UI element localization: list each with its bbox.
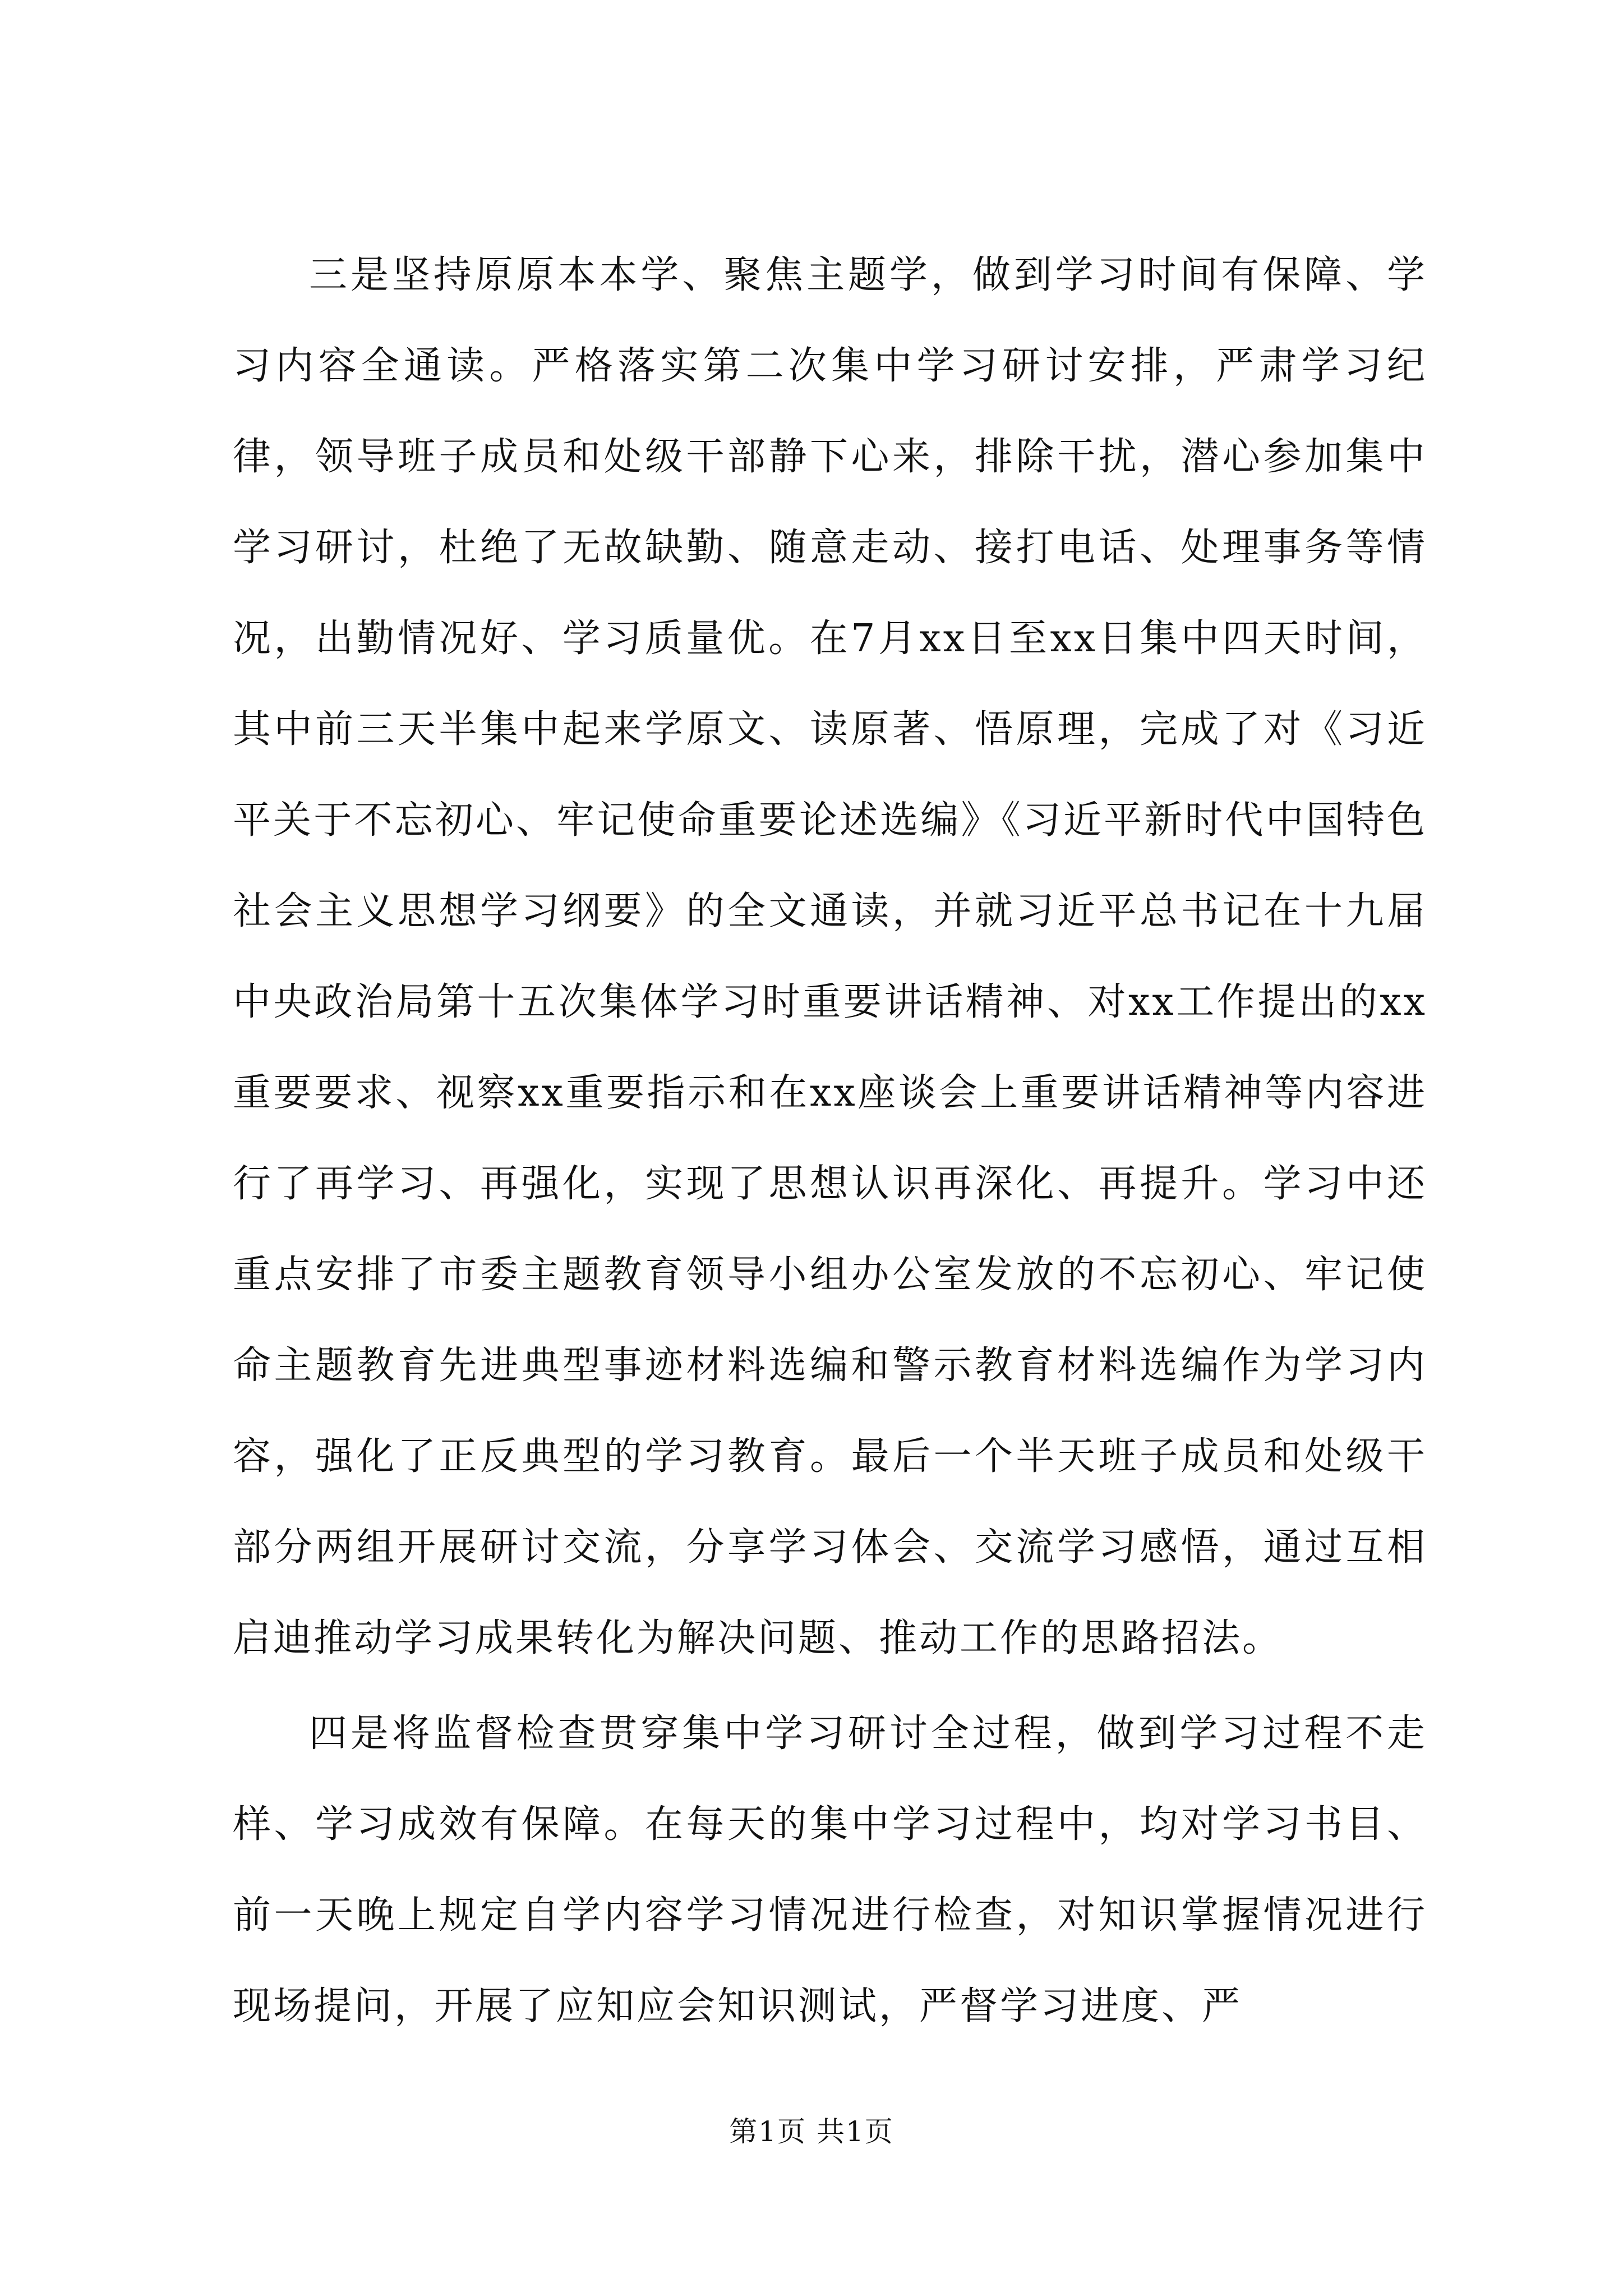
document-body — [233, 230, 1427, 2052]
page-footer: 第1页 共1页 — [729, 2115, 894, 2148]
paragraph-study-arrangement: 三是坚持原原本本学、聚焦主题学，做到学习时间有保障、学习内容全通读。严格落实第二次集中学习研讨安排，严肃学习纪律，领导班子成员和处级干部静下心来，排除干扰，潜心参加集中学习研讨，杜绝了无故缺勤、随意走动、接打电话、处理事务等情况，出勤情况好、学习质量优。在7月xx日至xx日集中四天时间，其中前三天半集中起来学原文、读原著、悟原理，完成了对《习近平关于不忘初心、牢记使命重要论述选编》《习近平新时代中国特色社会主义思想学习纲要》的全文通读，并就习近平总书记在十九届中央政治局第十五次集体学习时重要讲话精神、对xx工作提出的xx重要要求、视察xx重要指示和在xx座谈会上重要讲话精神等内容进行了再学习、再强化，实现了思想认识再深化、再提升。学习中还重点安排了市委主题教育领导小组办公室发放的不忘初心、牢记使命主题教育先进典型事迹材料选编和警示教育材料选编作为学习内容，强化了正反典型的学习教育。最后一个半天班子成员和处级干部分两组开展研讨交流，分享学习体会、交流学习感悟，通过互相启迪推动学习成果转化为解决问题、推动工作的思路招法。 — [233, 253, 1427, 1660]
paragraph-supervision-inspection: 四是将监督检查贯穿集中学习研讨全过程，做到学习过程不走样、学习成效有保障。在每天的集中学习过程中，均对学习书目、前一天晚上规定自学内容学习情况进行检查，对知识掌握情况进行现场提问，开展了应知应会知识测试，严督学习进度、严 — [233, 1711, 1427, 2028]
